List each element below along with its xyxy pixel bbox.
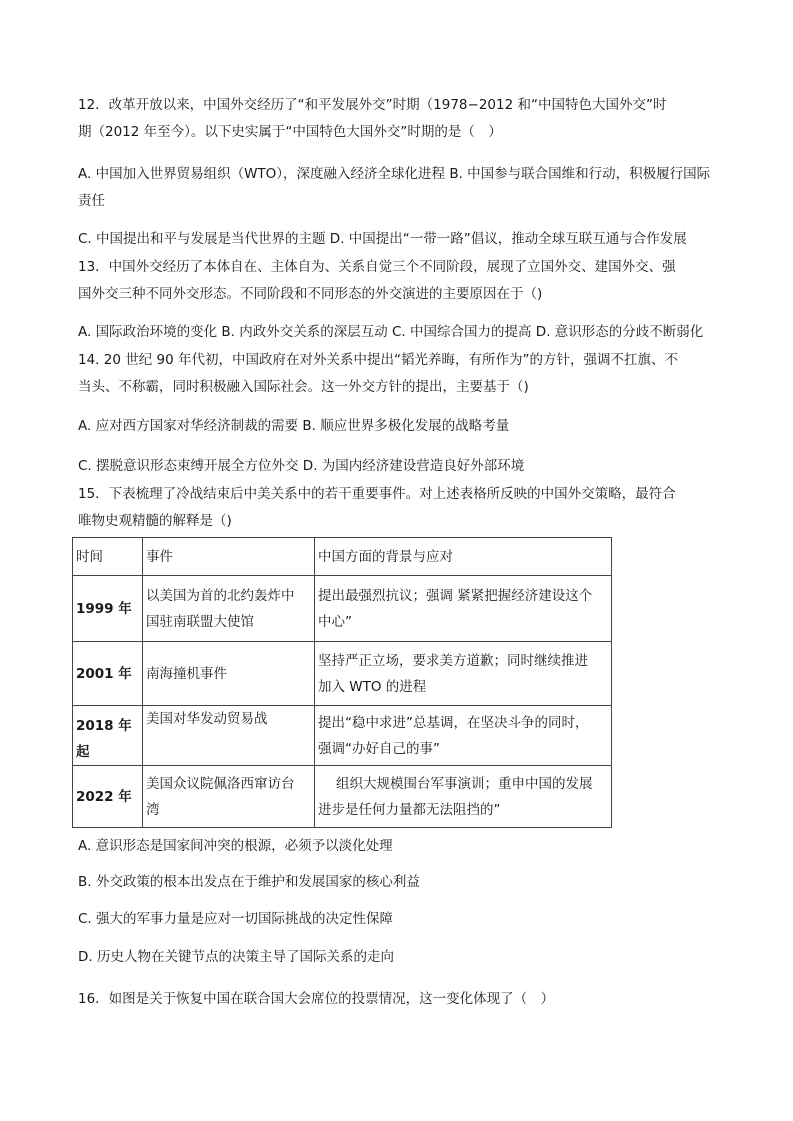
row-response-line1: 提出最强烈抗议；强调 紧紧把握经济建设这个: [318, 587, 593, 604]
q13-options: A. 国际政治环境的变化 B. 内政外交关系的深层互动 C. 中国综合国力的提高 D. 意识形态的分歧不断弱化: [78, 324, 704, 340]
row-response-line1: 坚持严正立场，要求美方道歉；同时继续推进: [318, 652, 588, 669]
q12-options-cd: C. 中国提出和平与发展是当代世界的主题 D. 中国提出“一带一路”倡议，推动全球互联互通与合作发展: [78, 231, 687, 247]
q13-stem-line2: 国外交三种不同外交形态。不同阶段和不同形态的外交演进的主要原因在于（): [78, 286, 543, 302]
row-time: 1999 年: [73, 576, 143, 642]
row-event-line1: 美国对华发动贸易战: [146, 711, 268, 727]
row-event: [143, 576, 315, 642]
table-row: [73, 766, 612, 828]
row-event-line1: 美国众议院佩洛西窜访台: [146, 775, 295, 792]
q15-option-c: C. 强大的军事力量是应对一切国际挑战的决定性保障: [78, 911, 394, 927]
row-time: 2018 年起: [73, 706, 143, 766]
row-event-line1: 以美国为首的北约轰炸中: [146, 587, 295, 604]
q12-options-ab-line2: 责任: [78, 193, 105, 209]
table-row: [73, 576, 612, 642]
row-response-line2: 进步是任何力量都无法阻挡的”: [318, 801, 501, 818]
row-event-line2: 湾: [146, 801, 160, 818]
table-row: [73, 706, 612, 766]
row-event: [143, 766, 315, 828]
row-event: [143, 642, 315, 706]
q14-stem-line2: 当头、不称霸，同时积极融入国际社会。这一外交方针的提出，主要基于（): [78, 379, 529, 395]
row-response-line2: 强调“办好自己的事”: [318, 740, 440, 757]
q12-options-ab-line1: A. 中国加入世界贸易组织（WTO），深度融入经济全球化进程 B. 中国参与联合国维和行动，积极履行国际: [78, 166, 711, 182]
row-event: [143, 706, 315, 766]
row-event-line1: 南海撞机事件: [146, 665, 227, 682]
table-header-row: [73, 538, 612, 576]
row-time: 2001 年: [73, 642, 143, 706]
row-event-line2: 国驻南联盟大使馆: [146, 613, 254, 630]
q15-stem-line1: 15．下表梳理了冷战结束后中美关系中的若干重要事件。对上述表格所反映的中国外交策略，最符合: [78, 486, 676, 502]
row-response-line1: 组织大规模围台军事演训；重申中国的发展: [336, 775, 593, 792]
q12-stem-line1: 12．改革开放以来，中国外交经历了“和平发展外交”时期（1978−2012 和“中国特色大国外交”时: [78, 97, 667, 113]
events-table: [72, 537, 612, 828]
q14-options-ab: A. 应对西方国家对华经济制裁的需要 B. 顺应世界多极化发展的战略考量: [78, 418, 510, 434]
q15-stem-line2: 唯物史观精髓的解释是（): [78, 513, 232, 529]
q15-option-a: A. 意识形态是国家间冲突的根源，必须予以淡化处理: [78, 838, 393, 854]
q13-stem-line1: 13．中国外交经历了本体自在、主体自为、关系自觉三个不同阶段，展现了立国外交、建国外交、强: [78, 259, 676, 275]
q15-option-d: D. 历史人物在关键节点的决策主导了国际关系的走向: [78, 949, 394, 965]
row-response: [315, 642, 612, 706]
header-time: 时间: [73, 538, 143, 576]
row-response-line2: 加入 WTO 的进程: [318, 678, 427, 695]
q12-stem-line2: 期（2012 年至今）。以下史实属于“中国特色大国外交”时期的是（ ）: [78, 124, 502, 140]
header-event: 事件: [143, 538, 315, 576]
table-row: [73, 642, 612, 706]
q15-option-b: B. 外交政策的根本出发点在于维护和发展国家的核心利益: [78, 874, 420, 890]
q14-options-cd: C. 摆脱意识形态束缚开展全方位外交 D. 为国内经济建设营造良好外部环境: [78, 458, 525, 474]
row-response-line2: 中心”: [318, 613, 352, 630]
row-time: 2022 年: [73, 766, 143, 828]
header-response: 中国方面的背景与应对: [315, 538, 612, 576]
row-response: [315, 706, 612, 766]
q16-stem-line1: 16．如图是关于恢复中国在联合国大会席位的投票情况，这一变化体现了（ ）: [78, 991, 555, 1007]
row-response: [315, 766, 612, 828]
q14-stem-line1: 14. 20 世纪 90 年代初，中国政府在对外关系中提出“韬光养晦，有所作为”的方针，强调不扛旗、不: [78, 352, 678, 368]
row-response: [315, 576, 612, 642]
row-response-line1: 提出“稳中求进”总基调，在坚决斗争的同时，: [318, 714, 589, 731]
